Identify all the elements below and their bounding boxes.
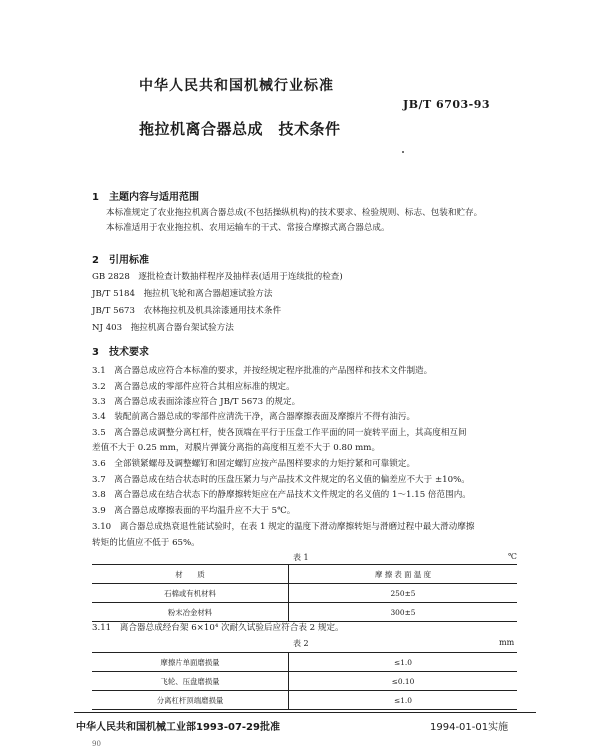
clause-3-10-line-2: 转矩的比值应不低于 65%。 [92,538,200,548]
table-2-cell-value: ≤1.0 [394,657,412,667]
table-1 [92,564,517,622]
clause-3-5-line-1: 3.5 离合器总成调整分离杠杆，使各顶端在平行于压盘工作平面的同一旋转平面上，其高度相互间 [92,428,467,438]
clause-3-5-line-2: 差值不大于 0.25 mm，对膜片弹簧分离指的高度相互差不大于 0.80 mm。 [92,443,381,453]
reference-1: GB 2828 逐批检查计数抽样程序及抽样表(适用于连续批的检查) [92,272,343,282]
table-row [92,691,517,710]
approval-line: 中华人民共和国机械工业部1993-07-29批准 [76,722,280,733]
table-1-caption: 表 1 [293,553,309,562]
page-number: 90 [92,740,101,748]
table-2-cell-item: 飞轮、压盘磨损量 [92,672,289,691]
reference-4: NJ 403 拖拉机离合器台架试验方法 [92,323,234,333]
standard-organization: 中华人民共和国机械行业标准 [139,78,334,94]
table-row [92,603,517,622]
reference-2: JB/T 5184 拖拉机飞轮和离合器超速试验方法 [92,289,273,299]
clause-3-9: 3.9 离合器总成摩擦表面的平均温升应不大于 5℃。 [92,506,296,516]
table-row [92,653,517,672]
table-1-cell-material: 粉末冶金材料 [92,603,289,622]
table-2-cell-value: ≤1.0 [394,695,412,705]
section-1-para-2: 本标准适用于农业拖拉机、农用运输车的干式、常接合摩擦式离合器总成。 [106,223,390,233]
clause-3-8: 3.8 离合器总成在结合状态下的静摩擦转矩应在产品技术文件规定的名义值的 1～1.15 倍范围内。 [92,490,471,500]
section-1-para-1: 本标准规定了农业拖拉机离合器总成(不包括操纵机构)的技术要求、检验规则、标志、包装和贮存。 [106,208,483,218]
section-2-heading: 2 引用标准 [92,255,149,266]
clause-3-6: 3.6 全部锁紧螺母及调整螺钉和固定螺钉应按产品图样要求的力矩拧紧和可靠锁定。 [92,459,416,469]
table-2-cell-value: ≤0.10 [391,676,415,686]
table-2-cell-item: 摩擦片单面磨损量 [92,653,289,672]
document-title: 拖拉机离合器总成 技术条件 [139,120,341,138]
table-row [92,584,517,603]
clause-3-11: 3.11 离合器总成经台架 6×10⁴ 次耐久试验后应符合表 2 规定。 [92,623,344,633]
section-3-heading: 3 技术要求 [92,347,149,358]
section-1-heading: 1 主题内容与适用范围 [92,192,199,203]
table-row [92,672,517,691]
table-2-cell-item: 分离杠杆顶端磨损量 [92,691,289,710]
table-1-cell-temperature: 300±5 [390,607,416,617]
table-1-header-material: 材 质 [92,565,289,584]
reference-3: JB/T 5673 农林拖拉机及机具涂漆通用技术条件 [92,306,282,316]
effective-date: 1994-01-01实施 [430,722,509,733]
clause-3-3: 3.3 离合器总成表面涂漆应符合 JB/T 5673 的规定。 [92,397,301,407]
table-1-cell-temperature: 250±5 [390,588,416,598]
table-2 [92,652,517,710]
clause-3-4: 3.4 装配前离合器总成的零部件应清洗干净，离合器摩擦表面及摩擦片不得有油污。 [92,412,416,422]
clause-3-2: 3.2 离合器总成的零部件应符合其相应标准的规定。 [92,382,295,392]
table-1-header-temperature: 摩 擦 表 面 温 度 [374,569,432,579]
clause-3-7: 3.7 离合器总成在结合状态时的压盘压紧力与产品技术文件规定的名义值的偏差应不大于 ±10%。 [92,475,470,485]
table-2-unit: mm [499,638,515,647]
standard-number: JB/T 6703-93 [403,98,491,111]
clause-3-10-line-1: 3.10 离合器总成热衰退性能试验时，在表 1 规定的温度下滑动摩擦转矩与滑磨过程中最大滑动摩擦 [92,522,475,532]
table-2-caption: 表 2 [293,639,309,648]
table-1-cell-material: 石棉或有机材料 [92,584,289,603]
table-1-header-row [92,565,517,584]
footer-rule [74,712,536,713]
scan-speck [402,151,404,153]
table-1-unit: ℃ [508,552,517,561]
clause-3-1: 3.1 离合器总成应符合本标准的要求，并按经规定程序批准的产品图样和技术文件制造。 [92,366,433,376]
